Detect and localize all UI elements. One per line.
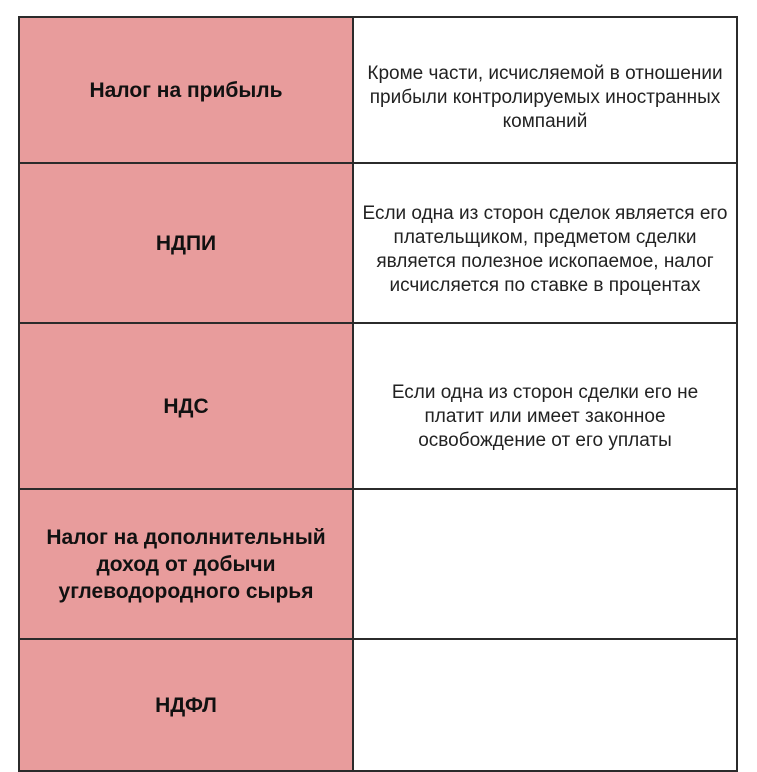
tax-name-cell: НДПИ	[19, 163, 353, 323]
tax-name-cell: Налог на прибыль	[19, 17, 353, 163]
table-row	[19, 323, 737, 489]
table-row	[19, 489, 737, 639]
tax-name-cell: Налог на дополнительный доход от добычи углеводородного сырья	[19, 489, 353, 639]
tax-description-cell: Если одна из сторон сделки его не платит или имеет законное освобождение от его уплаты	[353, 323, 737, 489]
tax-description-cell	[353, 489, 737, 639]
tax-name-cell: НДФЛ	[19, 639, 353, 771]
tax-table	[18, 16, 738, 772]
table-row	[19, 163, 737, 323]
table-row	[19, 17, 737, 163]
tax-name-cell: НДС	[19, 323, 353, 489]
tax-description-cell	[353, 639, 737, 771]
table-row	[19, 639, 737, 771]
tax-description-cell: Если одна из сторон сделок является его плательщиком, предметом сделки является полезное ископаемое, налог исчисляется по ставке в процентах	[353, 163, 737, 323]
tax-description-cell: Кроме части, исчисляемой в отношении прибыли контролируемых иностранных компаний	[353, 17, 737, 163]
